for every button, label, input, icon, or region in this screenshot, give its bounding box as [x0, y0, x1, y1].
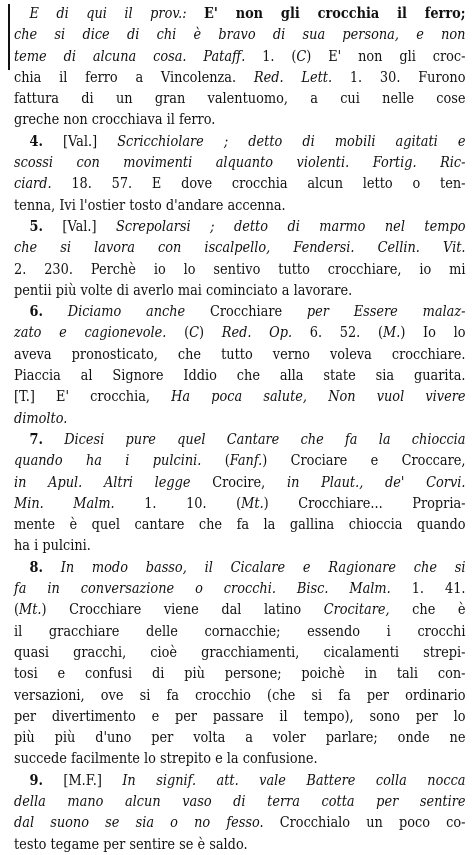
text-span: pentii più volte di averlo mai cominciato a lavorare.	[14, 280, 353, 299]
text-line	[14, 514, 466, 535]
text-span: testo tegame per sentire se è saldo.	[14, 834, 248, 853]
margin-rule	[8, 4, 10, 70]
text-span: In signif. att. vale Battere colla nocca	[122, 770, 466, 789]
text-span: ) E' non gli croc-	[306, 46, 466, 65]
text-span: ciard.	[14, 174, 52, 193]
text-span: Crocchiare	[209, 302, 307, 321]
text-span: [T.] E' crocchia,	[14, 387, 172, 406]
text-line	[14, 408, 466, 429]
text-line	[14, 493, 466, 514]
text-line	[14, 365, 466, 386]
text-span: 9.	[29, 770, 43, 789]
text-line	[14, 450, 466, 471]
text-line	[14, 237, 466, 258]
text-span: il gracchiare delle cornacchie; essendo i crocchi	[14, 621, 466, 640]
text-line	[14, 557, 466, 578]
text-line	[14, 3, 466, 24]
text-line	[14, 812, 466, 833]
text-line	[14, 685, 466, 706]
text-span: ) Crocchiare viene dal latino	[41, 600, 324, 619]
text-line	[14, 834, 466, 855]
text-span: C	[189, 323, 199, 342]
text-line	[14, 386, 466, 407]
text-span: Red. Lett.	[253, 67, 333, 86]
text-span: quasi gracchi, cioè gracchiamenti, cicalamenti strepi-	[14, 642, 466, 661]
text-span: 6. 52. (	[292, 323, 384, 342]
text-span: Fanf.	[229, 451, 263, 470]
text-span: Crocchialo un poco co-	[263, 813, 466, 832]
text-line	[14, 301, 466, 322]
text-line	[14, 770, 466, 791]
text-span: Mt.	[19, 600, 42, 619]
text-span: che si dice di chi è bravo di sua persona, e non	[14, 25, 466, 44]
text-line	[14, 599, 466, 620]
text-span: chia il ferro a Vincolenza.	[14, 67, 254, 86]
text-span: Crocitare,	[323, 600, 390, 619]
text-line	[14, 663, 466, 684]
text-span: dimolto.	[14, 408, 68, 427]
text-line	[14, 344, 466, 365]
text-span: teme di alcuna cosa. Pataff.	[14, 46, 246, 65]
text-line	[14, 216, 466, 237]
text-span: dal suono se sia o no fesso.	[14, 813, 264, 832]
text-span: 1. 30. Furono	[332, 67, 466, 86]
text-span: 6.	[29, 302, 43, 321]
text-line	[14, 621, 466, 642]
text-span: della mano alcun vaso di terra cotta per sentire	[14, 791, 466, 810]
text-line	[14, 578, 466, 599]
text-span: in Plaut., de' Corvi.	[286, 472, 466, 491]
text-line	[14, 259, 466, 280]
text-span: ) Crocchiare... Propria-	[263, 493, 466, 512]
text-span: succede facilmente lo strepito e la confusione.	[14, 749, 318, 768]
text-span: 7.	[29, 429, 43, 448]
text-span: 2. 230. Perchè io lo sentivo tutto crocchiare, io mi	[14, 259, 466, 278]
text-line	[14, 748, 466, 769]
text-span: ) Io lo	[400, 323, 466, 342]
text-span: (	[14, 600, 20, 619]
text-span: per divertimento e per passare il tempo), sono per lo	[14, 706, 466, 725]
text-span: Dicesi pure quel Cantare che fa la chioccia	[42, 429, 466, 448]
text-span: 4.	[29, 131, 43, 150]
text-span: [M.F.]	[42, 770, 123, 789]
text-span: E di qui il prov.:	[29, 4, 205, 22]
text-span: Mt.	[241, 493, 264, 512]
text-line	[14, 131, 466, 152]
text-span: (	[166, 323, 190, 342]
entry-text	[14, 3, 466, 855]
text-span: in Apul. Altri legge	[14, 472, 213, 491]
text-span: Diciamo anche	[42, 302, 210, 321]
text-span: per Essere malaz-	[306, 302, 466, 321]
text-line	[14, 280, 466, 301]
text-line	[14, 195, 466, 216]
text-span: 5.	[29, 216, 43, 235]
text-line	[14, 791, 466, 812]
text-span: [Val.]	[42, 216, 117, 235]
text-span: più più d'uno per volta a voler parlare; onde ne	[14, 728, 466, 747]
text-span: Min. Malm.	[14, 493, 115, 512]
text-span: ) Crociare e Croccare,	[262, 451, 466, 470]
text-span: scossi con movimenti alquanto violenti. Fortig. Ric-	[14, 153, 466, 172]
text-line	[14, 706, 466, 727]
text-span: zato e cagionevole.	[14, 323, 167, 342]
text-span: C	[296, 46, 307, 65]
text-span: Screpolarsi ; detto di marmo nel tempo	[116, 216, 466, 235]
text-line	[14, 322, 466, 343]
text-line	[14, 152, 466, 173]
text-span: (	[201, 451, 230, 470]
text-span: fattura di un gran valentuomo, a cui nelle cose	[14, 89, 466, 108]
text-span: mente è quel cantare che fa la gallina chioccia quando	[14, 515, 466, 534]
text-span: che è	[389, 600, 466, 619]
text-line	[14, 429, 466, 450]
text-span: Crocire,	[212, 472, 287, 491]
text-span: Piaccia al Signore Iddio che alla state sia guarita.	[14, 366, 466, 385]
text-line	[14, 535, 466, 556]
text-line	[14, 46, 466, 67]
text-span: quando ha i pulcini.	[14, 451, 202, 470]
text-span: Ha poca salute, Non vuol vivere	[171, 387, 466, 406]
text-line	[14, 67, 466, 88]
text-span: E' non gli crocchia il ferro;	[204, 4, 466, 22]
text-span: [Val.]	[42, 131, 118, 150]
text-span: tosi e confusi di più persone; poichè in tali con-	[14, 664, 466, 683]
text-line	[14, 173, 466, 194]
text-span: greche non crocchiava il ferro.	[14, 110, 216, 129]
text-span: 1. (	[245, 46, 297, 65]
text-span: 18. 57. E dove crocchia alcun letto o ten-	[51, 174, 466, 193]
text-span: versazioni, ove si fa crocchio (che si fa per ordinario	[14, 685, 466, 704]
text-span: In modo basso, il Cicalare e Ragionare che si	[42, 557, 466, 576]
text-span: aveva pronosticato, che tutto verno voleva crocchiare.	[14, 344, 466, 363]
text-line	[14, 472, 466, 493]
text-span: Scricchiolare ; detto di mobili agitati e	[117, 131, 466, 150]
text-span: tenna, Ivi l'ostier tosto d'andare accenna.	[14, 195, 286, 214]
text-line	[14, 88, 466, 109]
text-span: ha i pulcini.	[14, 536, 91, 555]
text-span: Red. Op.	[221, 323, 293, 342]
text-line	[14, 24, 466, 45]
text-span: M.	[383, 323, 401, 342]
text-line	[14, 727, 466, 748]
text-span: )	[198, 323, 222, 342]
text-span: 1. 10. (	[114, 493, 242, 512]
text-span: 8.	[29, 557, 43, 576]
text-span: che si lavora con iscalpello, Fendersi. Cellin. Vit.	[14, 238, 466, 257]
text-span: 1. 41.	[390, 579, 466, 598]
text-line	[14, 109, 466, 130]
text-line	[14, 642, 466, 663]
text-span: fa in conversazione o crocchi. Bisc. Malm.	[14, 579, 391, 598]
